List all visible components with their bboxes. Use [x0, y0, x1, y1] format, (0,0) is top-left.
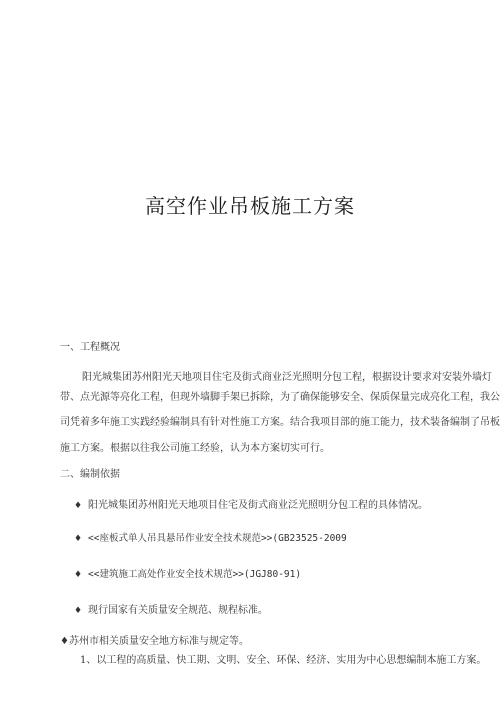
section-heading-basis: 二、编制依据: [60, 469, 120, 480]
overview-line-1: 阳光城集团苏州阳光天地项目住宅及街式商业泛光照明分包工程，根据设计要求对安装外墙灯: [82, 372, 492, 383]
basis-item-3: [74, 566, 301, 580]
diamond-bullet-icon: ♦: [74, 534, 83, 544]
diamond-bullet-icon: ♦: [74, 501, 83, 511]
diamond-bullet-icon: ♦: [74, 606, 83, 616]
basis-item-text: <<座板式单人吊具悬吊作业安全技术规范>>(GB23525-2009: [88, 533, 347, 544]
section-heading-overview: 一、工程概况: [60, 342, 120, 353]
diamond-bullet-icon: ♦: [74, 570, 83, 580]
basis-item-4: [74, 601, 268, 616]
principle-line: 1、以工程的高质量、快工期、文明、安全、环保、经济、实用为中心思想编制本施工方案。: [80, 655, 487, 666]
overview-line-4: 施工方案。根据以往我公司施工经验，认为本方案切实可行。: [60, 443, 330, 454]
document-title: 高空作业吊板施工方案: [145, 194, 355, 218]
basis-item-2: [74, 530, 347, 544]
basis-item-text: <<建筑施工高处作业安全技术规范>>(JGJ80-91): [88, 569, 302, 580]
overview-line-3: 司凭着多年施工实践经验编制具有针对性施工方案。结合我项目部的施工能力，技术装备编制了吊板: [60, 417, 500, 428]
basis-item-5: ♦苏州市相关质量安全地方标准与规定等。: [60, 636, 249, 647]
basis-item-text: 阳光城集团苏州阳光天地项目住宅及街式商业泛光照明分包工程的具体情况。: [88, 500, 428, 511]
overview-line-2: 带、点光源等亮化工程，但现外墙脚手架已拆除，为了确保能够安全、保质保量完成亮化工程，我公: [60, 392, 500, 403]
basis-item-text: 现行国家有关质量安全规范、规程标准。: [88, 605, 268, 616]
basis-item-1: [74, 496, 428, 511]
